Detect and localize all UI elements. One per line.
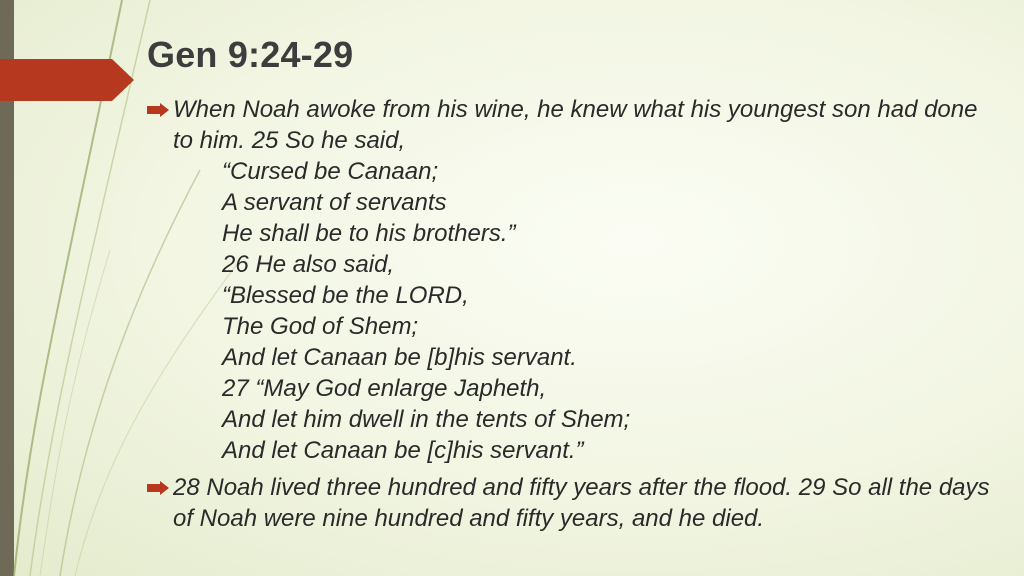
slide-title: Gen 9:24-29 [147,34,354,75]
bullet-text: 28 Noah lived three hundred and fifty years after the flood. 29 So all the days of Noah were nine hundred and fifty years, and he died. [173,474,990,532]
slide-body [147,94,997,534]
verse-line: “Blessed be the LORD, [222,282,469,309]
verse-line: 27 “May God enlarge Japheth, [222,375,547,402]
verse-line: 26 He also said, [222,251,395,278]
verse-line: And let Canaan be [b]his servant. [222,344,577,371]
right-arrow-icon [147,481,169,495]
bullet-item [147,94,997,466]
verse-block [173,156,997,466]
bullet-item [147,472,997,534]
verse-line: A servant of servants [222,189,447,216]
verse-line: And let him dwell in the tents of Shem; [222,406,631,433]
verse-line: The God of Shem; [222,313,419,340]
verse-line: “Cursed be Canaan; [222,158,439,185]
verse-line: He shall be to his brothers.” [222,220,516,247]
bullet-text: When Noah awoke from his wine, he knew what his youngest son had done to him. 25 So he said, [173,96,978,154]
stem-line-5 [40,250,110,576]
title-accent-tab [0,59,134,101]
verse-line: And let Canaan be [c]his servant.” [222,437,584,464]
right-arrow-icon [147,103,169,117]
